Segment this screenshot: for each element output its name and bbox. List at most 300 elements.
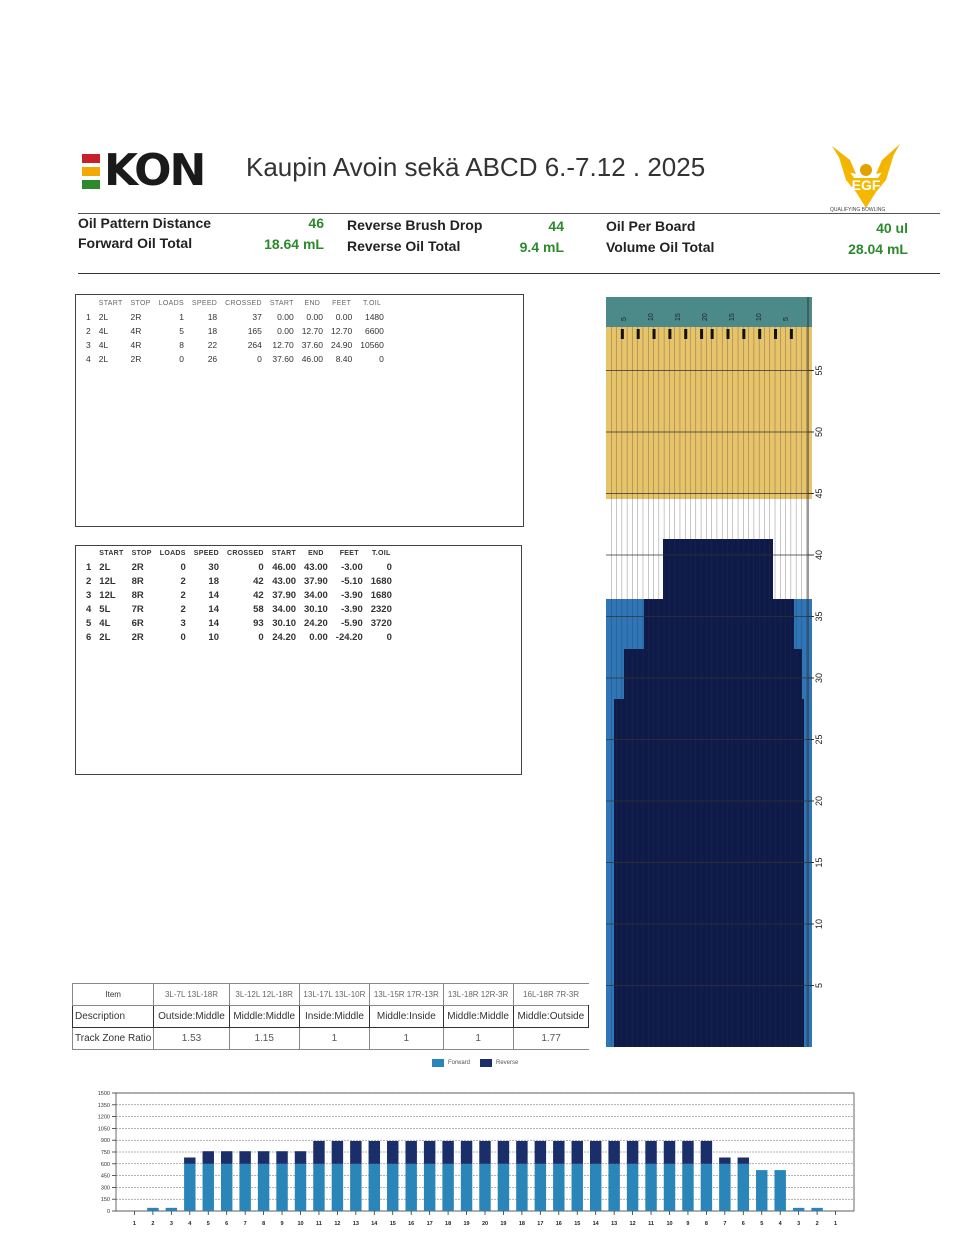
bar-forward: [535, 1164, 546, 1211]
table-cell: 42: [253, 589, 264, 601]
x-tick-label: 12: [629, 1221, 636, 1227]
table-row: [82, 574, 396, 588]
logo-color-bars: [82, 154, 100, 189]
bar-reverse: [682, 1141, 693, 1164]
table-cell: -3.00: [341, 561, 363, 573]
column-header: T.OIL: [362, 300, 382, 307]
y-tick-label: 450: [100, 1173, 110, 1180]
x-tick-label: 18: [445, 1221, 452, 1227]
table-cell: 24.20: [272, 631, 297, 643]
bar-forward: [424, 1164, 435, 1211]
x-tick-label: 10: [297, 1221, 304, 1227]
y-tick-label: 300: [100, 1185, 110, 1192]
column-header: SPEED: [193, 550, 219, 557]
board-number: 10: [756, 313, 763, 321]
board-number: 15: [729, 313, 736, 321]
table-cell: 0.00: [306, 312, 323, 322]
egf-caption: QUALIFYING BOWLING: [830, 207, 886, 213]
zone-description: Outside:Middle: [154, 1006, 229, 1028]
table-cell: 0: [180, 561, 186, 573]
table-cell: -3.90: [341, 589, 363, 601]
column-header: START: [269, 300, 294, 307]
x-tick-label: 7: [723, 1221, 727, 1227]
bar-reverse: [553, 1141, 564, 1164]
table-cell: 0: [386, 631, 392, 643]
bar-reverse: [295, 1151, 306, 1164]
bar-forward: [608, 1164, 619, 1211]
bar-forward: [645, 1164, 656, 1211]
x-tick-label: 7: [243, 1221, 247, 1227]
table-cell: 1: [86, 312, 91, 322]
target-arrow: [774, 329, 777, 339]
x-tick-label: 14: [371, 1221, 378, 1227]
x-tick-label: 14: [592, 1221, 599, 1227]
target-arrow: [653, 329, 656, 339]
bar-forward: [184, 1164, 195, 1211]
bar-reverse: [258, 1151, 269, 1164]
lane-pin-deck: [606, 297, 812, 327]
x-tick-label: 1: [834, 1221, 838, 1227]
bar-forward: [369, 1164, 380, 1211]
column-header: FEET: [332, 300, 352, 307]
zone-item-label: Item: [73, 984, 154, 1006]
column-header: STOP: [131, 550, 152, 557]
x-tick-label: 4: [778, 1221, 782, 1227]
table-cell: 1680: [370, 589, 392, 601]
table-cell: 43.00: [272, 575, 297, 587]
bar-reverse: [645, 1141, 656, 1164]
table-cell: 37.60: [301, 340, 323, 350]
target-arrow: [742, 329, 745, 339]
table-row: [82, 588, 396, 602]
x-tick-label: 12: [334, 1221, 341, 1227]
legend-forward-label: Forward: [448, 1060, 471, 1066]
table-cell: 4L: [99, 617, 111, 629]
x-tick-label: 2: [151, 1221, 155, 1227]
x-tick-label: 18: [518, 1221, 525, 1227]
board-number: 5: [783, 317, 790, 321]
table-cell: 2: [86, 575, 92, 587]
bar-forward: [239, 1164, 250, 1211]
table-cell: 5: [86, 617, 92, 629]
bar-reverse: [479, 1141, 490, 1164]
table-row: [82, 324, 388, 338]
reverse-oil-step: [614, 699, 804, 1047]
volume-oil-total-value: 28.04 mL: [848, 241, 908, 257]
table-cell: 58: [253, 603, 264, 615]
y-tick-label: 1050: [97, 1126, 110, 1133]
table-cell: 37.60: [272, 354, 294, 364]
table-cell: 2R: [130, 312, 142, 322]
table-cell: 14: [208, 603, 219, 615]
table-cell: 18: [208, 575, 219, 587]
table-cell: 2L: [98, 312, 109, 322]
table-cell: 5: [179, 326, 184, 336]
column-header: T.OIL: [371, 550, 391, 557]
table-cell: 2R: [131, 561, 144, 573]
logo-wordmark: KON: [104, 145, 205, 196]
lane-dry-zone: [606, 327, 812, 499]
table-cell: 4R: [130, 340, 142, 350]
zone-description-label: Description: [73, 1006, 154, 1028]
bar-reverse: [332, 1141, 343, 1164]
table-cell: 0: [257, 354, 262, 364]
legend-forward-swatch: [432, 1059, 444, 1067]
bar-forward: [811, 1208, 822, 1211]
target-arrow: [711, 329, 714, 339]
table-cell: 2: [86, 326, 91, 336]
table-cell: 3: [86, 589, 92, 601]
table-cell: 30: [208, 561, 219, 573]
bar-forward: [756, 1170, 767, 1211]
table-cell: 18: [207, 312, 218, 322]
y-tick-label: 0: [106, 1209, 110, 1215]
table-row: [82, 338, 388, 352]
x-tick-label: 4: [188, 1221, 192, 1227]
x-tick-label: 16: [555, 1221, 562, 1227]
bar-forward: [738, 1164, 749, 1211]
bar-reverse: [369, 1141, 380, 1164]
table-cell: 26: [207, 354, 218, 364]
x-tick-label: 11: [316, 1221, 322, 1227]
table-cell: 1: [86, 561, 92, 573]
target-arrow: [668, 329, 671, 339]
table-cell: 2L: [99, 631, 111, 643]
axis-tick-label: 30: [814, 672, 824, 684]
bar-forward: [313, 1164, 324, 1211]
page-title: Kaupin Avoin sekä ABCD 6.-7.12 . 2025: [246, 152, 706, 182]
column-header: [82, 547, 95, 560]
table-cell: 1: [179, 312, 184, 322]
zone-item-row: [73, 984, 589, 1006]
bar-forward: [221, 1164, 232, 1211]
column-header: FEET: [339, 550, 359, 557]
x-tick-label: 5: [206, 1221, 210, 1227]
table-cell: 12.70: [330, 326, 353, 336]
bar-reverse: [442, 1141, 453, 1164]
x-tick-label: 10: [666, 1221, 673, 1227]
table-cell: 2: [180, 575, 186, 587]
axis-tick-label: 25: [814, 734, 824, 745]
column-header: CROSSED: [226, 550, 264, 557]
table-cell: 2320: [370, 603, 392, 615]
bar-forward: [405, 1164, 416, 1211]
bar-reverse: [627, 1141, 638, 1164]
chart-legend: [432, 1059, 518, 1067]
zone-description: Inside:Middle: [299, 1006, 369, 1028]
table-cell: 264: [247, 340, 262, 350]
bar-reverse: [461, 1141, 472, 1164]
table-cell: 10: [208, 631, 219, 643]
legend-reverse-swatch: [480, 1059, 492, 1067]
bar-forward: [295, 1164, 306, 1211]
board-number: 20: [702, 313, 709, 321]
table-cell: 3: [86, 340, 91, 350]
table-cell: 8R: [131, 589, 144, 601]
column-header: CROSSED: [225, 300, 262, 307]
reverse-brush-drop-label: Reverse Brush Drop: [347, 217, 483, 233]
zone-item: 13L-18R 12R-3R: [443, 984, 513, 1006]
y-tick-label: 600: [100, 1161, 110, 1168]
axis-tick-label: 40: [814, 549, 824, 561]
column-header: START: [271, 550, 297, 557]
zone-item: 13L-15R 17R-13R: [370, 984, 443, 1006]
bar-reverse: [498, 1141, 509, 1164]
bar-reverse: [701, 1141, 712, 1164]
bar-forward: [332, 1164, 343, 1211]
board-number: 15: [675, 313, 682, 321]
table-cell: 6600: [364, 326, 384, 336]
table-cell: 2L: [99, 561, 111, 573]
axis-tick-label: 20: [814, 795, 824, 807]
zone-description: Middle:Middle: [229, 1006, 299, 1028]
oil-pattern-distance-label: Oil Pattern Distance: [78, 215, 212, 231]
forward-table-header: [82, 547, 396, 560]
bar-forward: [793, 1208, 804, 1211]
table-cell: 6: [86, 631, 92, 643]
oil-pattern-graphic: [606, 297, 812, 1047]
bar-reverse: [184, 1158, 195, 1164]
table-cell: -24.20: [335, 631, 363, 643]
table-cell: 0.00: [309, 631, 328, 643]
table-cell: 12L: [99, 589, 116, 601]
column-header: END: [308, 550, 324, 557]
column-header: SPEED: [191, 300, 218, 307]
bar-reverse: [590, 1141, 601, 1164]
table-cell: 46.00: [301, 354, 323, 364]
column-header: LOADS: [158, 300, 184, 307]
bar-forward: [719, 1164, 730, 1211]
table-cell: 0: [179, 354, 184, 364]
bar-forward: [387, 1164, 398, 1211]
zone-ratio: 1: [443, 1028, 513, 1050]
bar-forward: [498, 1164, 509, 1211]
axis-tick-label: 45: [814, 488, 824, 499]
x-tick-label: 3: [169, 1221, 173, 1227]
table-cell: 5L: [99, 603, 111, 615]
table-cell: 14: [208, 589, 219, 601]
x-tick-label: 3: [797, 1221, 801, 1227]
table-cell: 3: [180, 617, 186, 629]
bar-reverse: [424, 1141, 435, 1164]
x-tick-label: 9: [280, 1221, 284, 1227]
axis-tick-label: 15: [814, 857, 824, 868]
column-header: START: [98, 300, 123, 307]
target-arrow: [726, 329, 729, 339]
x-tick-label: 20: [481, 1221, 489, 1227]
y-tick-label: 750: [100, 1150, 110, 1156]
table-cell: 18: [207, 326, 218, 336]
axis-tick-label: 10: [814, 918, 824, 930]
table-row: [82, 616, 396, 630]
bar-reverse: [516, 1141, 527, 1164]
y-tick-label: 1200: [97, 1114, 110, 1121]
x-tick-label: 8: [262, 1221, 266, 1227]
zone-item: 16L-18R 7R-3R: [513, 984, 588, 1006]
x-tick-label: 6: [225, 1221, 229, 1227]
bar-forward: [203, 1164, 214, 1211]
table-cell: 4L: [98, 340, 109, 350]
x-tick-label: 8: [704, 1221, 708, 1227]
oil-per-board-value: 40 ul: [876, 220, 908, 236]
table-cell: 12.70: [301, 326, 323, 336]
bar-reverse: [350, 1141, 361, 1164]
egf-eagle-logo: [828, 140, 904, 216]
zone-ratio: 1.15: [229, 1028, 299, 1050]
bar-reverse: [738, 1158, 749, 1164]
table-cell: 4L: [98, 326, 109, 336]
track-zone-table: [72, 983, 589, 1050]
table-cell: 0.00: [277, 326, 294, 336]
bar-reverse: [221, 1151, 232, 1164]
column-header: LOADS: [159, 550, 186, 557]
table-row: [82, 310, 388, 324]
oil-per-board-bar-chart: [80, 1085, 860, 1245]
x-tick-label: 17: [537, 1221, 544, 1227]
target-arrow: [621, 329, 624, 339]
x-tick-label: 9: [686, 1221, 690, 1227]
table-row: [82, 352, 388, 366]
bar-forward: [627, 1164, 638, 1211]
table-cell: 8.40: [335, 354, 353, 364]
reverse-oil-total-label: Reverse Oil Total: [347, 238, 461, 254]
zone-item: 13L-17L 13L-10R: [299, 984, 369, 1006]
bar-forward: [516, 1164, 527, 1211]
table-cell: 7R: [131, 603, 144, 615]
table-cell: 0: [180, 631, 186, 643]
zone-ratio: 1: [370, 1028, 443, 1050]
table-cell: 0.00: [277, 312, 294, 322]
bar-reverse: [664, 1141, 675, 1164]
x-tick-label: 15: [574, 1221, 581, 1227]
x-tick-label: 11: [648, 1221, 654, 1227]
table-cell: -5.10: [341, 575, 363, 587]
zone-description-row: [73, 1006, 589, 1028]
x-tick-label: 16: [408, 1221, 415, 1227]
bar-reverse: [608, 1141, 619, 1164]
axis-tick-label: 35: [814, 611, 824, 622]
y-tick-label: 150: [100, 1197, 110, 1204]
bar-forward: [258, 1164, 269, 1211]
summary-rule: [78, 273, 940, 274]
x-tick-label: 6: [741, 1221, 745, 1227]
bar-forward: [479, 1164, 490, 1211]
zone-ratio-label: Track Zone Ratio: [73, 1028, 154, 1050]
bar-reverse: [313, 1141, 324, 1164]
bar-forward: [553, 1164, 564, 1211]
table-cell: 8: [179, 340, 184, 350]
table-cell: 37.90: [304, 575, 328, 587]
target-arrow: [684, 329, 687, 339]
zone-item: 3L-7L 13L-18R: [154, 984, 229, 1006]
table-cell: 4: [86, 354, 91, 364]
bar-forward: [774, 1170, 785, 1211]
table-cell: -3.90: [341, 603, 363, 615]
bar-reverse: [239, 1151, 250, 1164]
target-arrow: [790, 329, 793, 339]
x-tick-label: 15: [389, 1221, 396, 1227]
target-arrow: [637, 329, 640, 339]
zone-ratio: 1.77: [513, 1028, 588, 1050]
oil-pattern-distance-value: 46: [308, 215, 324, 231]
table-cell: 4: [86, 603, 92, 615]
table-cell: 2R: [131, 631, 144, 643]
x-tick-label: 17: [426, 1221, 433, 1227]
axis-tick-label: 50: [814, 426, 824, 438]
table-cell: 0.00: [335, 312, 353, 322]
bar-forward: [147, 1208, 158, 1211]
forward-load-table: [82, 547, 396, 644]
table-cell: 24.20: [304, 617, 328, 629]
volume-oil-total-label: Volume Oil Total: [606, 239, 715, 255]
table-cell: 34.00: [304, 589, 328, 601]
bar-reverse: [719, 1158, 730, 1164]
bar-reverse: [405, 1141, 416, 1164]
table-cell: 1480: [364, 312, 384, 322]
table-cell: 3720: [370, 617, 392, 629]
bar-forward: [350, 1164, 361, 1211]
bar-forward: [590, 1164, 601, 1211]
zone-item: 3L-12L 12L-18R: [229, 984, 299, 1006]
bar-forward: [572, 1164, 583, 1211]
bar-reverse: [203, 1151, 214, 1164]
bar-reverse: [535, 1141, 546, 1164]
reverse-oil-total-value: 9.4 mL: [519, 239, 564, 255]
x-tick-label: 1: [132, 1221, 136, 1227]
x-tick-label: 19: [500, 1221, 507, 1227]
table-cell: 2: [180, 589, 186, 601]
x-tick-label: 5: [760, 1221, 764, 1227]
x-tick-label: 13: [352, 1221, 359, 1227]
table-cell: -5.90: [341, 617, 363, 629]
reverse-brush-drop-value: 44: [548, 218, 564, 234]
table-cell: 2R: [130, 354, 142, 364]
table-cell: 22: [207, 340, 218, 350]
legend-reverse-label: Reverse: [496, 1060, 519, 1066]
table-cell: 42: [253, 575, 264, 587]
table-cell: 43.00: [304, 561, 328, 573]
column-header: STOP: [130, 300, 151, 307]
bar-forward: [461, 1164, 472, 1211]
board-number: 5: [621, 317, 628, 321]
table-cell: 93: [253, 617, 264, 629]
x-tick-label: 19: [463, 1221, 470, 1227]
table-cell: 10560: [360, 340, 384, 350]
zone-description: Middle:Outside: [513, 1006, 588, 1028]
table-cell: 34.00: [272, 603, 297, 615]
ikon-logo: [82, 145, 220, 196]
table-cell: 30.10: [304, 603, 328, 615]
bar-forward: [682, 1164, 693, 1211]
table-cell: 0: [386, 561, 392, 573]
table-cell: 12L: [99, 575, 116, 587]
table-cell: 165: [247, 326, 262, 336]
bar-forward: [276, 1164, 287, 1211]
y-tick-label: 1500: [97, 1091, 110, 1097]
forward-oil-total-value: 18.64 mL: [264, 236, 324, 252]
y-tick-label: 900: [100, 1138, 110, 1145]
column-header: START: [99, 550, 124, 557]
board-number: 10: [648, 313, 655, 321]
table-cell: 37: [252, 312, 262, 322]
zone-description: Middle:Middle: [443, 1006, 513, 1028]
table-cell: 37.90: [272, 589, 297, 601]
table-cell: 4R: [130, 326, 142, 336]
target-arrow: [700, 329, 703, 339]
table-cell: 0: [379, 354, 384, 364]
svg-text:EGF: EGF: [851, 177, 881, 193]
header-rule: [78, 213, 940, 214]
